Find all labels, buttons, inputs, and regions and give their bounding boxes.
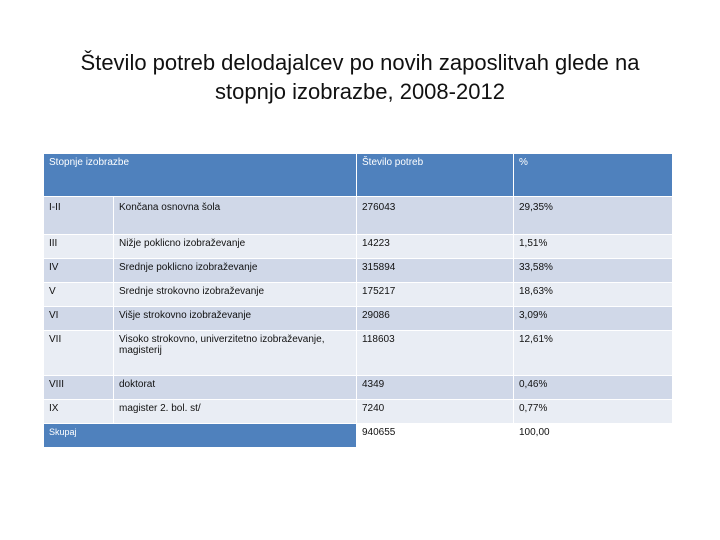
cell-code: VI — [44, 307, 114, 331]
cell-percent: 1,51% — [514, 235, 673, 259]
cell-code: IX — [44, 400, 114, 424]
cell-code: I-II — [44, 197, 114, 235]
slide-title: Število potreb delodajalcev po novih zaposlitvah glede na stopnjo izobrazbe, 2008-2012 — [80, 50, 640, 104]
cell-count: 7240 — [357, 400, 514, 424]
cell-level: Višje strokovno izobraževanje — [114, 307, 357, 331]
cell-percent: 29,35% — [514, 197, 673, 235]
cell-code: VII — [44, 331, 114, 376]
total-label: Skupaj — [44, 424, 357, 448]
table-row — [44, 259, 673, 283]
header-percent: % — [514, 154, 673, 197]
education-needs-table — [43, 153, 673, 448]
cell-level: Končana osnovna šola — [114, 197, 357, 235]
total-percent: 100,00 — [514, 424, 673, 448]
table-row — [44, 283, 673, 307]
table-row — [44, 235, 673, 259]
cell-count: 175217 — [357, 283, 514, 307]
cell-count: 29086 — [357, 307, 514, 331]
table-row — [44, 331, 673, 376]
cell-code: V — [44, 283, 114, 307]
table-row — [44, 307, 673, 331]
cell-level: magister 2. bol. st/ — [114, 400, 357, 424]
total-count: 940655 — [357, 424, 514, 448]
cell-percent: 33,58% — [514, 259, 673, 283]
cell-level: Srednje poklicno izobraževanje — [114, 259, 357, 283]
cell-code: VIII — [44, 376, 114, 400]
cell-level: Visoko strokovno, univerzitetno izobraževanje, magisterij — [114, 331, 357, 376]
cell-percent: 12,61% — [514, 331, 673, 376]
cell-count: 276043 — [357, 197, 514, 235]
cell-percent: 0,77% — [514, 400, 673, 424]
header-education-level: Stopnje izobrazbe — [44, 154, 357, 197]
table-row — [44, 197, 673, 235]
cell-count: 14223 — [357, 235, 514, 259]
cell-code: IV — [44, 259, 114, 283]
cell-level: Nižje poklicno izobraževanje — [114, 235, 357, 259]
cell-level: Srednje strokovno izobraževanje — [114, 283, 357, 307]
table-header-row — [44, 154, 673, 197]
cell-level: doktorat — [114, 376, 357, 400]
cell-count: 315894 — [357, 259, 514, 283]
cell-count: 118603 — [357, 331, 514, 376]
cell-percent: 3,09% — [514, 307, 673, 331]
cell-percent: 0,46% — [514, 376, 673, 400]
total-row — [44, 424, 673, 448]
header-count: Število potreb — [357, 154, 514, 197]
cell-percent: 18,63% — [514, 283, 673, 307]
table-row — [44, 400, 673, 424]
cell-count: 4349 — [357, 376, 514, 400]
table-row — [44, 376, 673, 400]
cell-code: III — [44, 235, 114, 259]
